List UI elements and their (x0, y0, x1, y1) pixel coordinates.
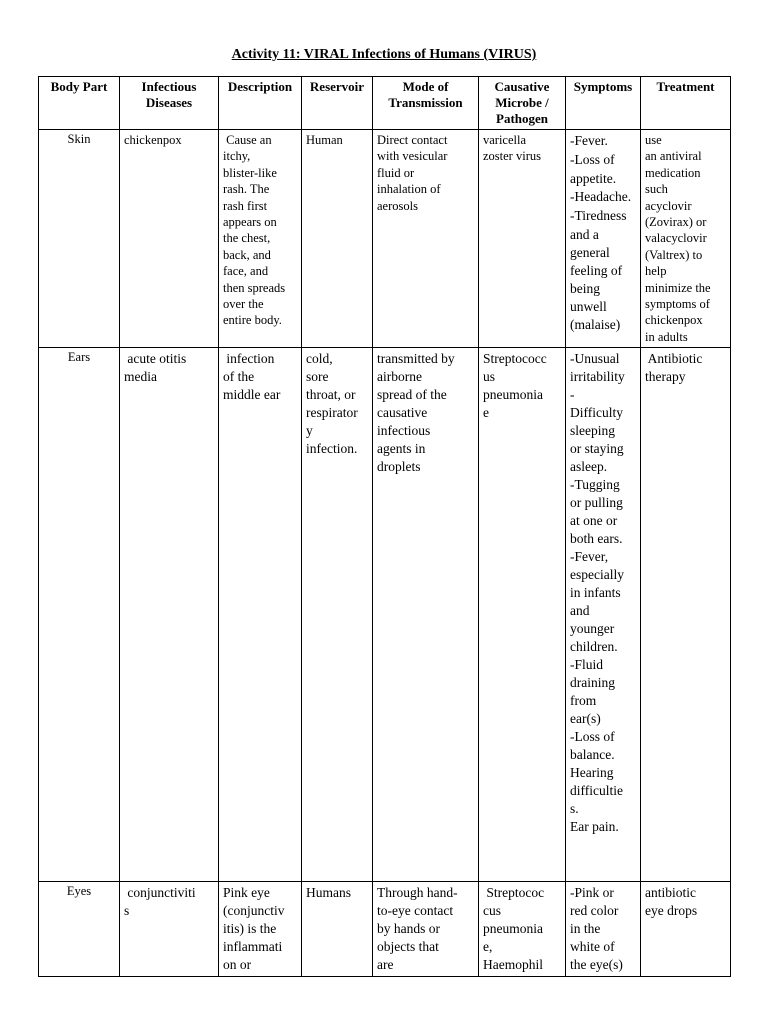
cell-reservoir (302, 348, 373, 882)
cell-text-line: respirator (306, 405, 358, 421)
cell-text-line: white of (570, 939, 615, 955)
header-causative-microbe (479, 77, 566, 130)
cell-text-line: irritability (570, 369, 625, 385)
cell-pathogen (479, 348, 566, 882)
cell-text-line: transmitted by (377, 351, 455, 367)
cell-text-line: such (645, 182, 668, 197)
cell-symptoms (566, 130, 641, 348)
cell-treatment (641, 882, 731, 977)
cell-text-line: of the (223, 369, 255, 385)
viral-infections-table (38, 76, 731, 977)
header-body-part (39, 77, 120, 130)
cell-text-line: especially (570, 567, 624, 583)
cell-text-line: varicella (483, 133, 527, 147)
header-infectious-diseases (120, 77, 219, 130)
cell-text-line: or staying (570, 441, 624, 457)
header-text: Microbe / (495, 95, 549, 110)
cell-body-part: Eyes (39, 882, 120, 977)
cell-disease (120, 130, 219, 348)
cell-text-line: draining (570, 675, 615, 691)
cell-text-line: blister-like (223, 165, 277, 180)
header-description (219, 77, 302, 130)
header-text: Body Part (50, 79, 108, 94)
cell-text-line: aerosols (377, 198, 418, 213)
cell-text-line: an antiviral (645, 149, 702, 164)
cell-text-line: appears on (223, 215, 277, 230)
cell-text-line: - (570, 387, 575, 403)
cell-symptoms (566, 882, 641, 977)
cell-text-line: Streptococc (483, 351, 547, 367)
cell-text-line: help (645, 264, 667, 279)
cell-text-line: throat, or (306, 387, 356, 403)
cell-text-line: over the (223, 297, 264, 312)
table-row-eyes (39, 882, 731, 977)
cell-text-line: cold, (306, 351, 333, 367)
cell-text-line: e (483, 405, 489, 421)
cell-text-line: on or (223, 957, 252, 973)
header-text: Treatment (656, 79, 715, 94)
cell-reservoir (302, 130, 373, 348)
cell-text-line: the chest, (223, 231, 271, 246)
header-text: Diseases (145, 95, 193, 110)
cell-mode (373, 882, 479, 977)
cell-text-line: Haemophil (483, 957, 543, 973)
header-reservoir (302, 77, 373, 130)
cell-text-line: younger (570, 621, 615, 637)
cell-disease (120, 882, 219, 977)
cell-text-line: acute otitis (124, 351, 187, 367)
cell-text-line: pneumonia (483, 387, 543, 403)
document-title: Activity 11: VIRAL Infections of Humans (VIRUS) (231, 47, 537, 62)
cell-description (219, 882, 302, 977)
cell-text-line: valacyclovir (645, 231, 707, 246)
header-treatment (641, 77, 731, 130)
table-row-ears (39, 348, 731, 882)
cell-text-line: Human (306, 133, 343, 147)
cell-text-line: the eye(s) (570, 957, 623, 973)
cell-text-line: Pink eye (223, 885, 270, 901)
cell-text-line: rash first (223, 198, 268, 213)
cell-text-line: s (124, 903, 130, 919)
header-text: Causative (494, 79, 550, 94)
cell-text-line: Difficulty (570, 405, 623, 421)
cell-text-line: face, and (223, 264, 269, 279)
cell-text-line: infectious (377, 423, 431, 439)
cell-text-line: by hands or (377, 921, 440, 937)
cell-text-line: droplets (377, 459, 421, 475)
header-text: Reservoir (309, 79, 365, 94)
header-text: Infectious (141, 79, 197, 94)
cell-text-line: entire body. (223, 313, 282, 328)
cell-text-line: in the (570, 921, 601, 937)
cell-text-line: Humans (306, 885, 351, 901)
cell-text-line: chickenpox (124, 133, 182, 147)
cell-text-line: general (570, 245, 610, 260)
cell-text-line: e, (483, 939, 493, 955)
cell-description (219, 348, 302, 882)
cell-text-line: minimize the (645, 280, 711, 295)
cell-text-line: media (124, 369, 157, 385)
header-text: Pathogen (496, 111, 548, 126)
cell-text-line: use (645, 133, 662, 147)
cell-text-line: sleeping (570, 423, 615, 439)
cell-text-line: therapy (645, 369, 686, 385)
cell-text-line: s. (570, 801, 579, 817)
cell-disease (120, 348, 219, 882)
cell-text-line: (malaise) (570, 317, 621, 332)
cell-symptoms (566, 348, 641, 882)
cell-text-line: symptoms of (645, 297, 710, 312)
cell-text-line: Streptococ (483, 885, 545, 901)
cell-text-line: Direct contact (377, 133, 448, 147)
cell-text-line: -Tugging (570, 477, 620, 493)
cell-text-line: being (570, 281, 600, 296)
cell-text-line: Through hand- (377, 885, 458, 901)
cell-text-line: difficultie (570, 783, 623, 799)
cell-text-line: with vesicular (377, 149, 448, 164)
cell-text-line: inflammati (223, 939, 283, 955)
cell-text-line: red color (570, 903, 619, 919)
cell-text-line: and a (570, 227, 599, 242)
cell-text-line: -Pink or (570, 885, 614, 901)
cell-text-line: rash. The (223, 182, 270, 197)
cell-text-line: sore (306, 369, 329, 385)
cell-text-line: at one or (570, 513, 618, 529)
cell-treatment (641, 130, 731, 348)
cell-text-line: feeling of (570, 263, 623, 278)
cell-text-line: or pulling (570, 495, 623, 511)
cell-text-line: -Headache. (570, 189, 632, 204)
cell-text-line: itchy, (223, 149, 251, 164)
cell-text-line: -Fever, (570, 549, 609, 565)
cell-text-line: back, and (223, 247, 271, 262)
cell-description (219, 130, 302, 348)
cell-text-line: Hearing (570, 765, 614, 781)
cell-text-line: -Tiredness (570, 208, 627, 223)
cell-text-line: objects that (377, 939, 439, 955)
cell-text-line: (Valtrex) to (645, 247, 703, 262)
cell-text-line: spread of the (377, 387, 447, 403)
cell-text-line: conjunctiviti (124, 885, 196, 901)
cell-text-line: eye drops (645, 903, 698, 919)
cell-text-line: ear(s) (570, 711, 601, 727)
header-text: Mode of (402, 79, 449, 94)
cell-text-line: balance. (570, 747, 615, 763)
cell-reservoir (302, 882, 373, 977)
cell-text-line: from (570, 693, 597, 709)
cell-text-line: then spreads (223, 280, 286, 295)
cell-text-line: -Fluid (570, 657, 604, 673)
cell-text-line: children. (570, 639, 618, 655)
cell-text-line: us (483, 369, 496, 385)
cell-text-line: middle ear (223, 387, 281, 403)
cell-text-line: in adults (645, 329, 688, 344)
cell-text-line: to-eye contact (377, 903, 454, 919)
cell-body-part: Skin (39, 130, 120, 348)
cell-text-line: medication (645, 165, 701, 180)
cell-text-line: agents in (377, 441, 426, 457)
cell-text-line: are (377, 957, 394, 973)
cell-text-line: in infants (570, 585, 621, 601)
cell-mode (373, 348, 479, 882)
header-symptoms (566, 77, 641, 130)
cell-text-line: asleep. (570, 459, 608, 475)
header-mode-of-transmission (373, 77, 479, 130)
cell-text-line: inhalation of (377, 182, 441, 197)
cell-text-line: causative (377, 405, 428, 421)
cell-text-line: Ear pain. (570, 819, 619, 835)
cell-pathogen (479, 882, 566, 977)
header-text: Description (227, 79, 293, 94)
cell-treatment (641, 348, 731, 882)
header-text: Symptoms (573, 79, 633, 94)
cell-text-line: -Loss of (570, 152, 615, 167)
cell-text-line: y (306, 423, 313, 439)
cell-text-line: Cause an (223, 133, 272, 147)
table-row-skin (39, 130, 731, 348)
cell-text-line: appetite. (570, 171, 617, 186)
cell-text-line: unwell (570, 299, 607, 314)
cell-text-line: itis) is the (223, 921, 277, 937)
cell-body-part: Ears (39, 348, 120, 882)
cell-text-line: chickenpox (645, 313, 703, 328)
cell-text-line: -Loss of (570, 729, 615, 745)
cell-text-line: cus (483, 903, 501, 919)
cell-text-line: -Unusual (570, 351, 620, 367)
cell-text-line: and (570, 603, 590, 619)
cell-mode (373, 130, 479, 348)
cell-text-line: acyclovir (645, 198, 692, 213)
cell-text-line: zoster virus (483, 149, 541, 164)
cell-text-line: infection. (306, 441, 358, 457)
cell-text-line: (Zovirax) or (645, 215, 707, 230)
cell-text-line: airborne (377, 369, 422, 385)
cell-text-line: infection (223, 351, 275, 367)
header-text: Transmission (388, 95, 463, 110)
cell-text-line: both ears. (570, 531, 623, 547)
table-header-row (39, 77, 731, 130)
cell-text-line: (conjunctiv (223, 903, 285, 919)
cell-text-line: antibiotic (645, 885, 696, 901)
cell-text-line: pneumonia (483, 921, 543, 937)
cell-pathogen (479, 130, 566, 348)
cell-text-line: fluid or (377, 165, 415, 180)
cell-text-line: Antibiotic (645, 351, 703, 367)
cell-text-line: -Fever. (570, 133, 608, 148)
